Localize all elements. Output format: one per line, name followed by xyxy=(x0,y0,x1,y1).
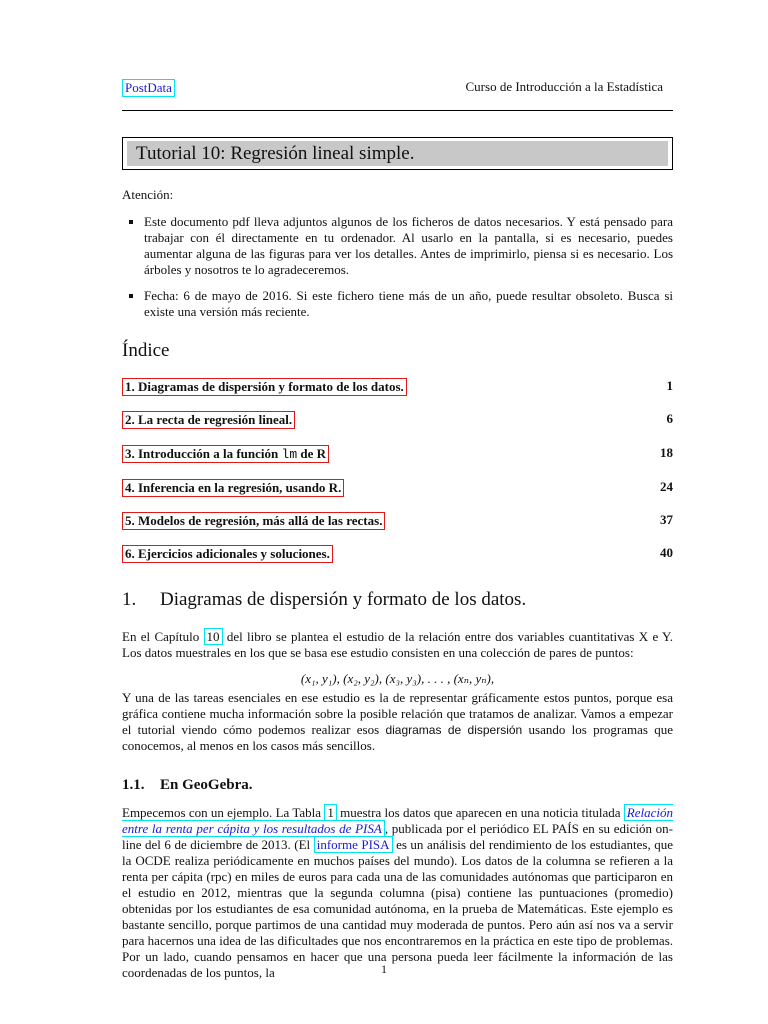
toc-entry-1[interactable] xyxy=(122,378,673,396)
toc-entry-link[interactable]: 5. Modelos de regresión, más allá de las rectas. xyxy=(122,512,385,530)
text-run: , publicada por el periódico EL PAÍS en su edición on-line del 6 de diciembre de 2013. (El xyxy=(122,821,673,852)
section-1-paragraph-2 xyxy=(122,690,673,754)
news-article-link[interactable]: Relación entre la renta per cápita y los resultados de PISA xyxy=(122,805,673,836)
toc-page-number: 6 xyxy=(666,411,673,426)
subsection-1-1-paragraph xyxy=(122,805,673,981)
chapter-link[interactable]: 10 xyxy=(204,628,223,645)
toc-entry-link[interactable]: 4. Inferencia en la regresión, usando R. xyxy=(122,479,344,497)
toc-entry-3[interactable] xyxy=(122,445,673,463)
toc-entry-text: 3. Introducción a la función xyxy=(125,446,282,461)
toc-title: Índice xyxy=(122,340,170,361)
bullet-text: Fecha: 6 de mayo de 2016. Si este fichero tiene más de un año, puede resultar obsoleto. Busca si existe una versión más reciente. xyxy=(144,288,673,319)
toc-entry-link[interactable]: 1. Diagramas de dispersión y formato de los datos. xyxy=(122,378,407,396)
section-1-paragraph-1 xyxy=(122,629,673,661)
toc-page-number: 1 xyxy=(666,378,673,393)
text-run: Y una de las tareas esenciales en ese estudio es la de representar gráficamente estos puntos, porque esa gráfica contiene mucha información sobre la posible relación que tratamos de analizar. Vamos a empezar el tutorial viendo cómo podemos realizar esos xyxy=(122,690,673,737)
bullet-text: Este documento pdf lleva adjuntos algunos de los ficheros de datos necesarios. Y está pensado para trabajar con él directamente en tu ordenador. Al usarlo en la pantalla, si es necesario, puedes aumentar alguna de las figuras para ver los detalles. Antes de imprimirlo, piensa si es necesario. Los árboles y nosotros te lo agradeceremos. xyxy=(144,214,673,277)
toc-page-number: 37 xyxy=(660,512,673,527)
tutorial-title: Tutorial 10: Regresión lineal simple. xyxy=(127,141,668,166)
section-title: Diagramas de dispersión y formato de los datos. xyxy=(160,589,527,610)
bullet-icon xyxy=(129,220,133,224)
text-run: es un análisis del rendimiento de los estudiantes, que la OCDE realiza periódicamente en muchos países del mundo). Los datos de la columna se refieren a la renta per cápita (rpc) en miles de euros para cada una de las comunidades autónomas que participaron en el estudio en 2012, mientras que la segunda columna (pisa) contiene las puntuaciones (promedio) obtenidas por los estudiantes de esa comunidad autónoma, en la prueba de Matemáticas. Este ejemplo es bastante sencillo, porque partimos de una cantidad muy moderada de puntos. Pero aún así nos va a servir para hacernos una idea de las dificultades que nos encontraremos en la práctica en este tipo de problemas. Por un lado, cuando pensamos en hacer que una persona pueda leer fácilmente la información de las coordenadas de los puntos, la xyxy=(122,837,673,980)
header-postdata-link[interactable]: PostData xyxy=(122,79,175,97)
section-number: 1. xyxy=(122,589,137,610)
section-1-heading xyxy=(122,589,526,611)
table-link[interactable]: 1 xyxy=(324,804,337,821)
text-run: Empecemos con un ejemplo. La Tabla xyxy=(122,805,325,820)
toc-page-number: 18 xyxy=(660,445,673,460)
bullet-item xyxy=(122,214,673,278)
toc-entry-text: de R xyxy=(297,446,327,461)
attention-label: Atención: xyxy=(122,187,174,202)
formula-pairs: (x₁, y₁), (x₂, y₂), (x₃, y₃), . . . , (xₙ, yₙ), xyxy=(300,671,495,686)
subsection-title: En GeoGebra. xyxy=(160,777,253,793)
subsection-number: 1.1. xyxy=(122,777,145,793)
toc-entry-4[interactable] xyxy=(122,479,673,497)
text-run: muestra los datos que aparecen en una noticia titulada xyxy=(336,805,624,820)
subsection-1-1-heading xyxy=(122,777,253,794)
tutorial-title-box xyxy=(122,137,673,170)
toc-entry-link[interactable]: 6. Ejercicios adicionales y soluciones. xyxy=(122,545,333,563)
term-scatter-diagrams: diagramas de dispersión xyxy=(385,723,523,737)
header-course-title: Curso de Introducción a la Estadística xyxy=(465,79,663,94)
toc-page-number: 24 xyxy=(660,479,673,494)
toc-entry-code: lm xyxy=(281,447,298,462)
header-rule xyxy=(122,110,673,111)
attention-bullet-list xyxy=(122,214,673,330)
toc-entry-link[interactable] xyxy=(122,445,329,463)
page-number: 1 xyxy=(381,962,387,976)
bullet-item xyxy=(122,288,673,320)
text-run: del libro se plantea el estudio de la relación entre dos variables cuantitativas X e Y. Los datos muestrales en los que se basa ese estudio consisten en una colección de pares de puntos: xyxy=(122,629,673,660)
pisa-report-link[interactable]: informe PISA xyxy=(314,836,393,853)
toc-entry-6[interactable] xyxy=(122,545,673,563)
toc-entry-link[interactable]: 2. La recta de regresión lineal. xyxy=(122,411,295,429)
toc-entry-2[interactable] xyxy=(122,411,673,429)
toc-page-number: 40 xyxy=(660,545,673,560)
text-run: En el Capítulo xyxy=(122,629,204,644)
text-run: usando los programas que conocemos, al menos en los casos más sencillos. xyxy=(122,722,674,753)
bullet-icon xyxy=(129,294,133,298)
toc-entry-5[interactable] xyxy=(122,512,673,530)
